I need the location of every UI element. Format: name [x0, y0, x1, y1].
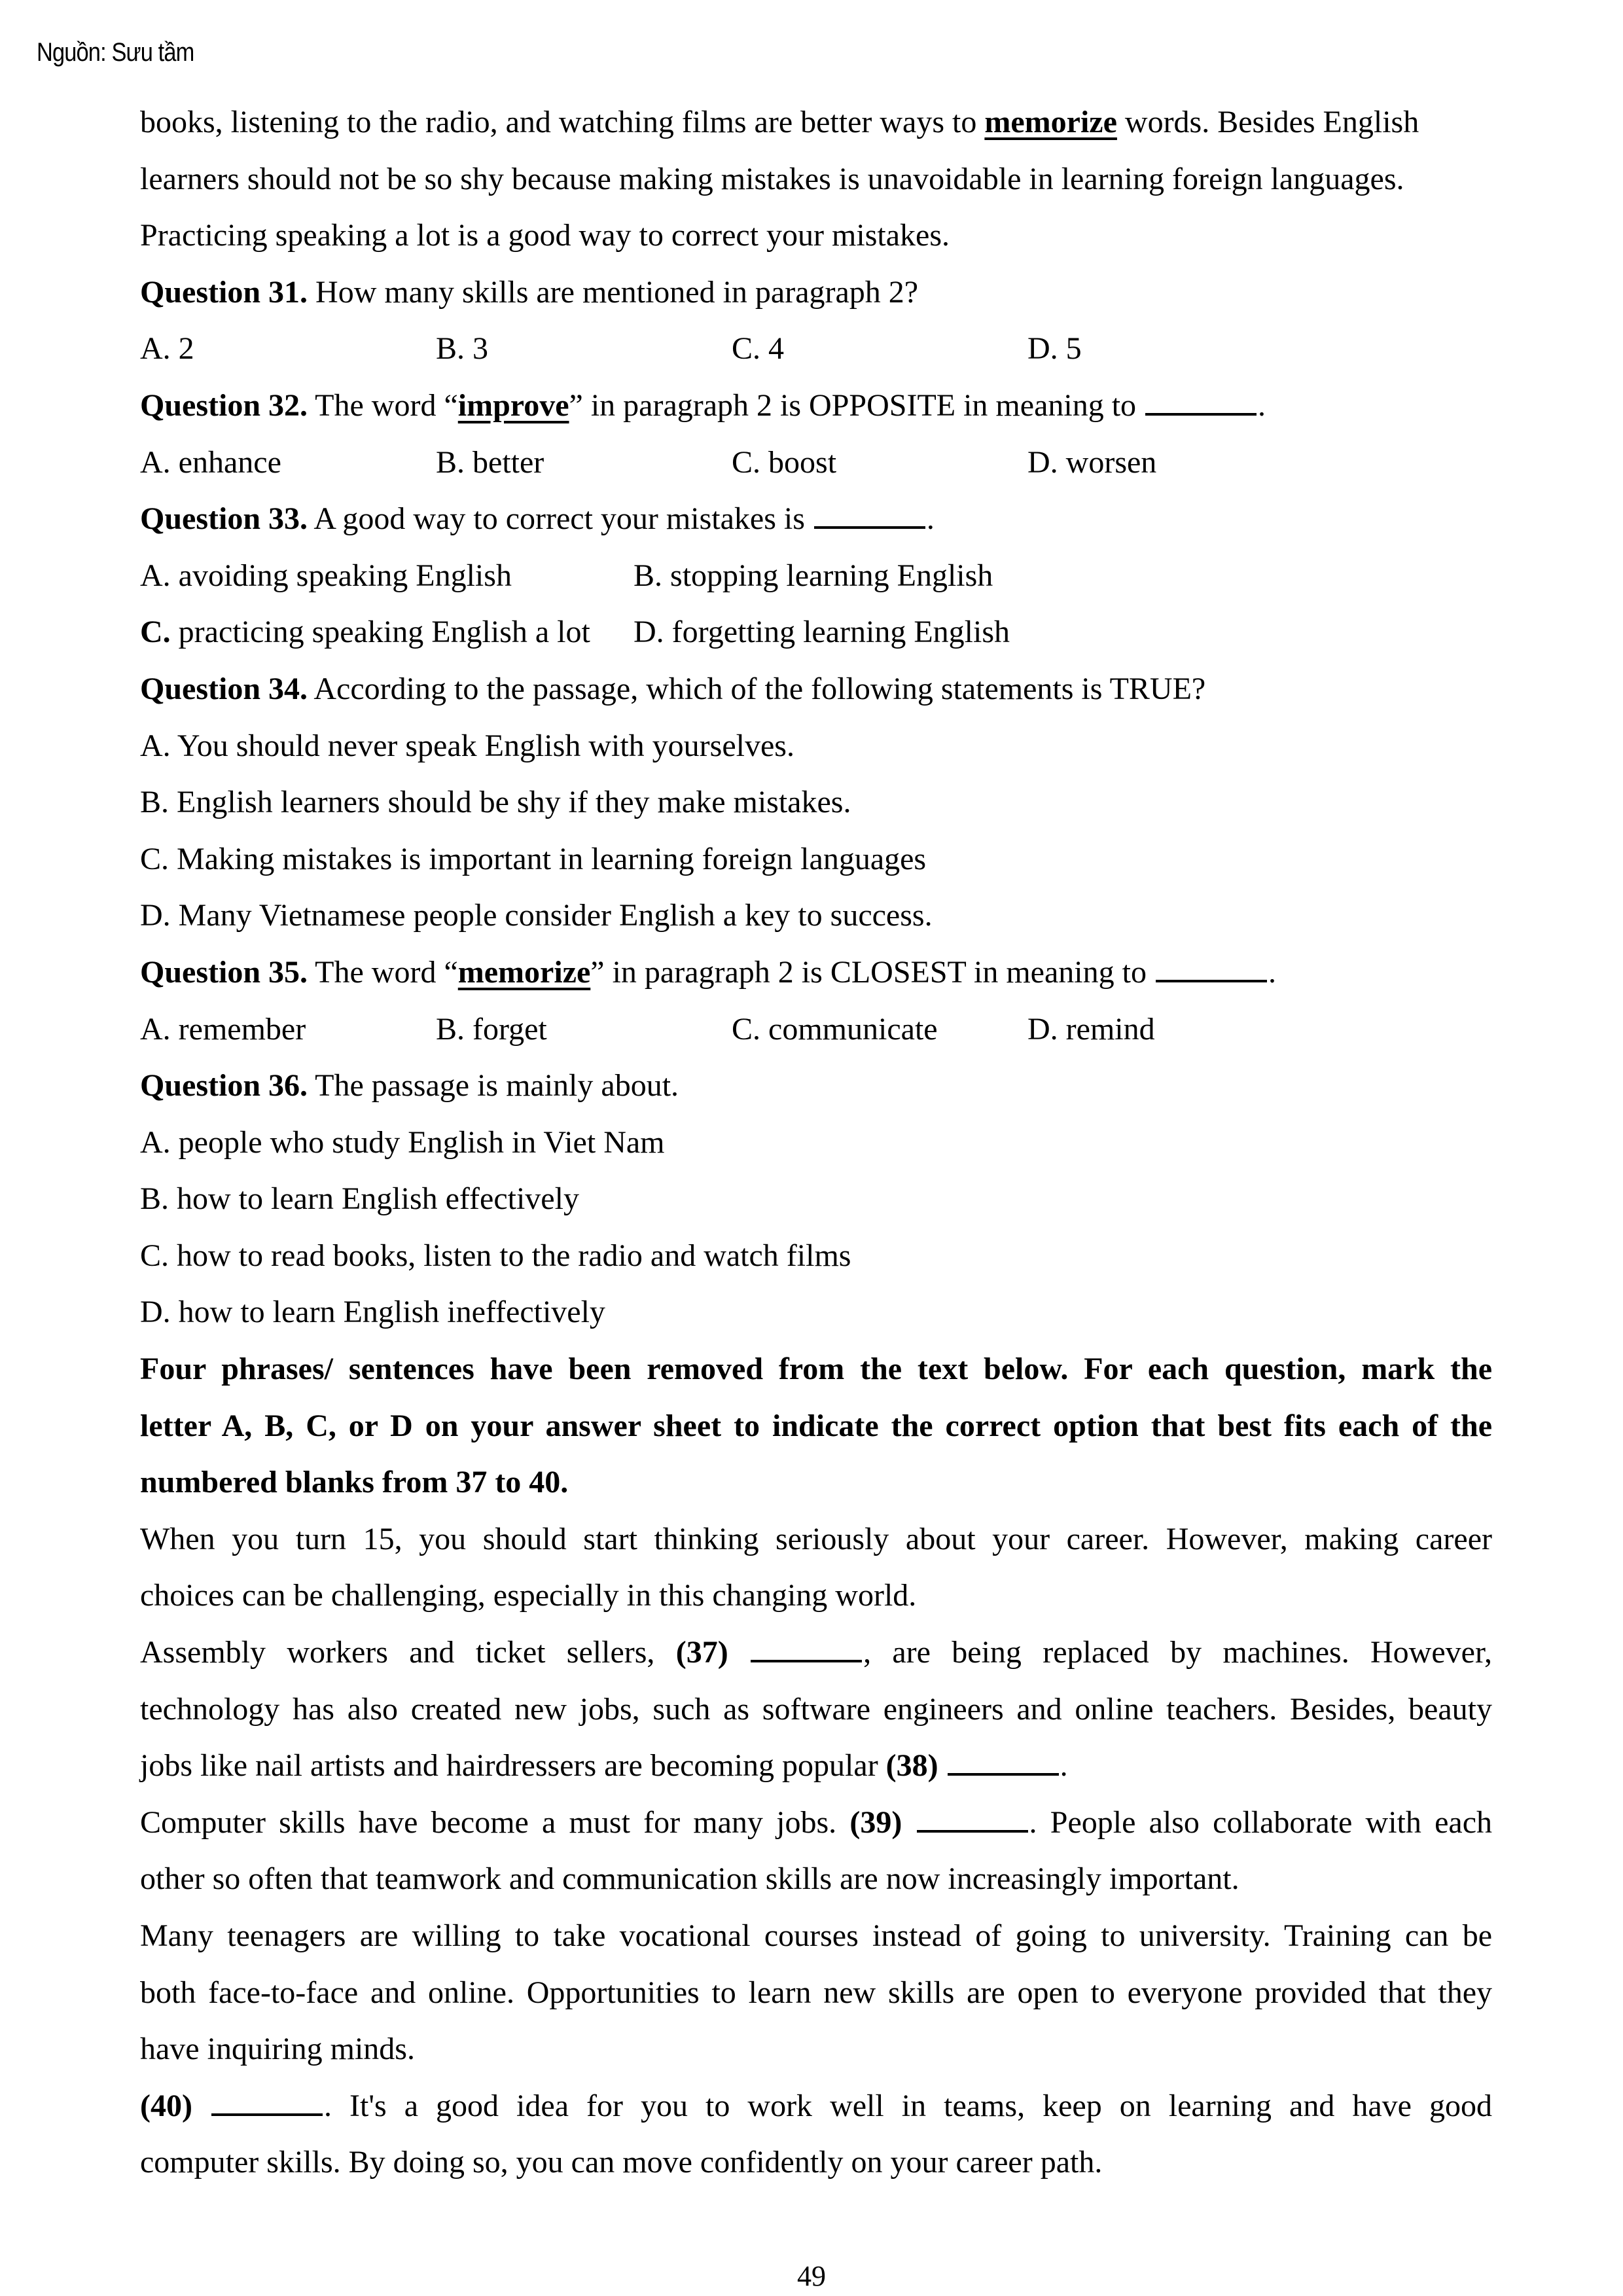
answer-blank	[814, 507, 925, 529]
cloze-text: . People also collaborate with each	[1029, 1804, 1492, 1840]
question-end: .	[1258, 387, 1266, 423]
question-33-options-row2	[140, 604, 1492, 661]
cloze-line: both face-to-face and online. Opportunities to learn new skills are open to everyone provided that they	[140, 1975, 1492, 2010]
source-attribution: Nguồn: Sưu tầm	[37, 38, 194, 67]
instruction-line: numbered blanks from 37 to 40.	[140, 1465, 569, 1500]
question-label: Question 33.	[140, 501, 308, 537]
page-content	[140, 94, 1492, 2191]
option-c[interactable]: C. Making mistakes is important in learning foreign languages	[140, 841, 927, 876]
option-a[interactable]: A. avoiding speaking English	[140, 558, 512, 593]
option-a[interactable]: A. enhance	[140, 444, 281, 480]
option-b[interactable]: B. forget	[436, 1011, 547, 1047]
passage-line: learners should not be so shy because making mistakes is unavoidable in learning foreign languages.	[140, 161, 1404, 196]
cloze-line: When you turn 15, you should start thinking seriously about your career. However, making career	[140, 1521, 1492, 1556]
question-35	[140, 944, 1492, 1001]
question-label: Question 34.	[140, 671, 308, 706]
option-b[interactable]: B. better	[436, 444, 544, 480]
option-d[interactable]: D. worsen	[1027, 444, 1157, 480]
cloze-line: other so often that teamwork and communication skills are now increasingly important.	[140, 1861, 1240, 1897]
option-b[interactable]: B. 3	[436, 331, 489, 367]
cloze-line: have inquiring minds.	[140, 2032, 415, 2067]
question-stem: ” in paragraph 2 is OPPOSITE in meaning to	[569, 387, 1145, 423]
keyword-memorize: memorize	[457, 954, 591, 990]
question-32	[140, 378, 1492, 435]
question-stem: ” in paragraph 2 is CLOSEST in meaning to	[590, 954, 1154, 990]
question-33	[140, 491, 1492, 548]
question-31-options	[140, 321, 1492, 378]
passage-text: words. Besides English	[1116, 105, 1419, 139]
option-b[interactable]: B. how to learn English effectively	[140, 1181, 579, 1217]
blank-number-38: (38)	[885, 1748, 938, 1784]
cloze-text: Assembly workers and ticket sellers,	[140, 1635, 676, 1670]
instruction-line: letter A, B, C, or D on your answer sheet to indicate the correct option that best fits each of the	[140, 1408, 1492, 1443]
blank-40[interactable]	[211, 2094, 323, 2116]
keyword-memorize: memorize	[984, 105, 1117, 139]
blank-38[interactable]	[948, 1753, 1059, 1776]
cloze-text: . It's a good idea for you to work well in teams, keep on learning and have good	[324, 2088, 1492, 2123]
option-c[interactable]: C. communicate	[732, 1011, 938, 1047]
cloze-text: .	[1060, 1748, 1068, 1784]
question-label: Question 32.	[140, 387, 308, 423]
option-d[interactable]: D. 5	[1027, 331, 1082, 367]
question-label: Question 31.	[140, 274, 308, 310]
question-stem: According to the passage, which of the following statements is TRUE?	[308, 671, 1206, 706]
option-c[interactable]: C. 4	[732, 331, 785, 367]
question-end: .	[1268, 954, 1276, 990]
cloze-line	[140, 1624, 1492, 1681]
blank-number-39: (39)	[849, 1804, 902, 1840]
answer-blank	[1145, 393, 1257, 416]
question-36	[140, 1058, 1492, 1115]
option-a[interactable]: A. 2	[140, 331, 194, 367]
passage-line	[140, 94, 1492, 151]
cloze-line: computer skills. By doing so, you can move confidently on your career path.	[140, 2145, 1103, 2180]
question-stem: A good way to correct your mistakes is	[308, 501, 813, 537]
option-c[interactable]: C. how to read books, listen to the radio and watch films	[140, 1238, 851, 1273]
option-b[interactable]: B. stopping learning English	[633, 558, 993, 593]
question-stem: The passage is mainly about.	[308, 1068, 679, 1103]
question-33-options-row1	[140, 548, 1492, 605]
question-34	[140, 661, 1492, 718]
question-stem: The word “	[308, 954, 458, 990]
option-a[interactable]: A. people who study English in Viet Nam	[140, 1124, 665, 1160]
question-35-options	[140, 1001, 1492, 1058]
cloze-text: Computer skills have become a must for many jobs.	[140, 1804, 850, 1840]
cloze-line: technology has also created new jobs, such as software engineers and online teachers. Besides, beauty	[140, 1691, 1492, 1727]
cloze-line: Many teenagers are willing to take vocational courses instead of going to university. Training can be	[140, 1918, 1492, 1953]
question-end: .	[926, 501, 935, 537]
option-c[interactable]: C. boost	[732, 444, 837, 480]
blank-number-37: (37)	[675, 1635, 728, 1670]
blank-37[interactable]	[751, 1640, 862, 1662]
cloze-line	[140, 1795, 1492, 1852]
cloze-text: , are being replaced by machines. However,	[863, 1635, 1492, 1670]
option-b[interactable]: B. English learners should be shy if they make mistakes.	[140, 785, 851, 820]
option-text: practicing speaking English a lot	[170, 615, 590, 650]
passage-text: books, listening to the radio, and watching films are better ways to	[140, 105, 985, 139]
question-31	[140, 264, 1492, 321]
answer-blank	[1156, 960, 1267, 982]
option-d[interactable]: D. Many Vietnamese people consider English a key to success.	[140, 898, 933, 933]
option-d[interactable]: D. how to learn English ineffectively	[140, 1295, 605, 1330]
cloze-line: choices can be challenging, especially in this changing world.	[140, 1578, 917, 1613]
question-stem: How many skills are mentioned in paragraph 2?	[308, 274, 919, 310]
cloze-line	[140, 1738, 1492, 1795]
option-a[interactable]: A. You should never speak English with yourselves.	[140, 728, 794, 763]
instruction-line: Four phrases/ sentences have been removed from the text below. For each question, mark the	[140, 1352, 1492, 1387]
question-label: Question 35.	[140, 954, 308, 990]
blank-number-40: (40)	[140, 2088, 192, 2123]
option-c[interactable]	[140, 604, 633, 661]
option-d[interactable]: D. remind	[1027, 1011, 1155, 1047]
passage-line: Practicing speaking a lot is a good way to correct your mistakes.	[140, 218, 950, 253]
question-label: Question 36.	[140, 1068, 308, 1103]
keyword-improve: improve	[457, 387, 569, 423]
option-letter: C.	[140, 615, 171, 650]
question-32-options	[140, 435, 1492, 492]
option-a[interactable]: A. remember	[140, 1011, 306, 1047]
blank-39[interactable]	[917, 1810, 1028, 1833]
page-number: 49	[797, 2260, 826, 2292]
cloze-text: jobs like nail artists and hairdressers are becoming popular	[140, 1748, 886, 1784]
question-stem: The word “	[308, 387, 458, 423]
cloze-line	[140, 2078, 1492, 2135]
option-d[interactable]: D. forgetting learning English	[633, 615, 1010, 650]
